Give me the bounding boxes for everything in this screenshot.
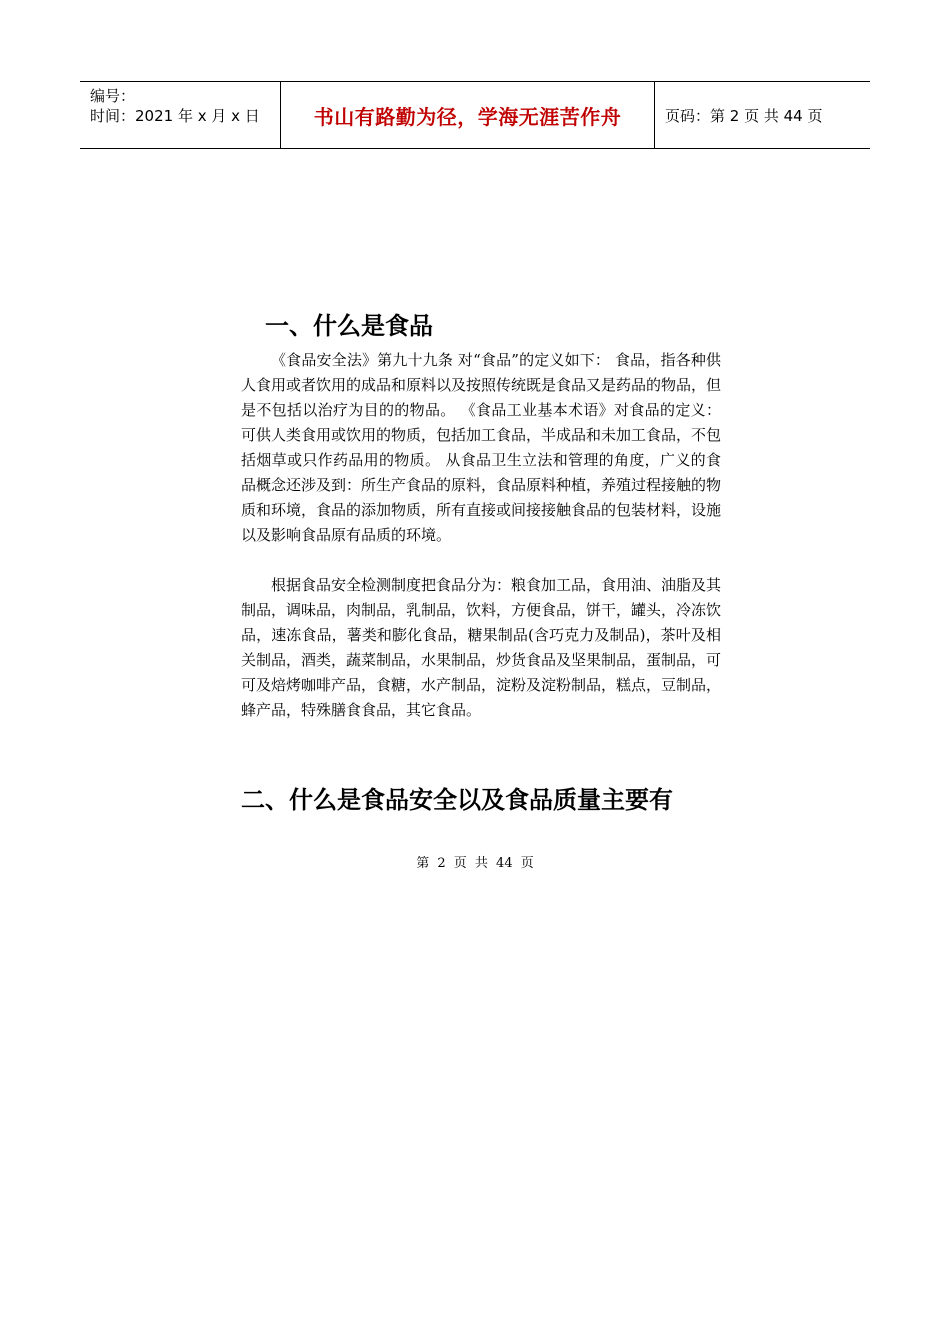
motto-text: 书山有路勤为径，学海无涯苦作舟 bbox=[313, 104, 622, 129]
paragraph-text: 根据食品安全检测制度把食品分为：粮食加工品，食用油、油脂及其制品，调味品，肉制品，乳制品，饮料，方便食品，饼干，罐头，冷冻饮品，速冻食品，薯类和膨化食品，糖果制品(含巧克力及制品)，茶叶及相关制品，酒类，蔬菜制品，水果制品，炒货食品及坚果制品，蛋制品，可可及焙烤咖啡产品，食糖，水产制品，淀粉及淀粉制品，糕点，豆制品，蜂产品，特殊膳食食品，其它食品。 bbox=[241, 576, 722, 719]
section1-heading: 一、什么是食品 bbox=[265, 312, 433, 340]
section2-heading: 二、什么是食品安全以及食品质量主要有 bbox=[241, 786, 673, 814]
header-page-info bbox=[655, 82, 870, 148]
header-motto bbox=[281, 82, 655, 148]
section1-paragraph1 bbox=[241, 348, 721, 548]
document-header bbox=[80, 81, 870, 149]
number-label: 编号： bbox=[90, 87, 136, 105]
paragraph-text: 《食品安全法》第九十九条 对“食品”的定义如下： 食品，指各种供人食用或者饮用的成品和原料以及按照传统既是食品又是药品的物品，但是不包括以治疗为目的的物品。 《食品工业基本术语》对食品的定义：可供人类食用或饮用的物质，包括加工食品，半成品和未加工食品，不包括烟草或只作药品用的物质。 从食品卫生立法和管理的角度，广义的食品概念还涉及到：所生产食品的原料，食品原料种植，养殖过程接触的物质和环境，食品的添加物质，所有直接或间接接触食品的包装材料，设施以及影响食品原有品质的环境。 bbox=[241, 351, 722, 544]
header-meta bbox=[80, 82, 281, 148]
page-footer: 第 2 页 共 44 页 bbox=[416, 856, 534, 871]
time-label: 时间：2021 年 x 月 x 日 bbox=[90, 107, 260, 125]
page-info-text: 页码：第 2 页 共 44 页 bbox=[665, 106, 823, 125]
section1-paragraph2 bbox=[241, 573, 721, 723]
